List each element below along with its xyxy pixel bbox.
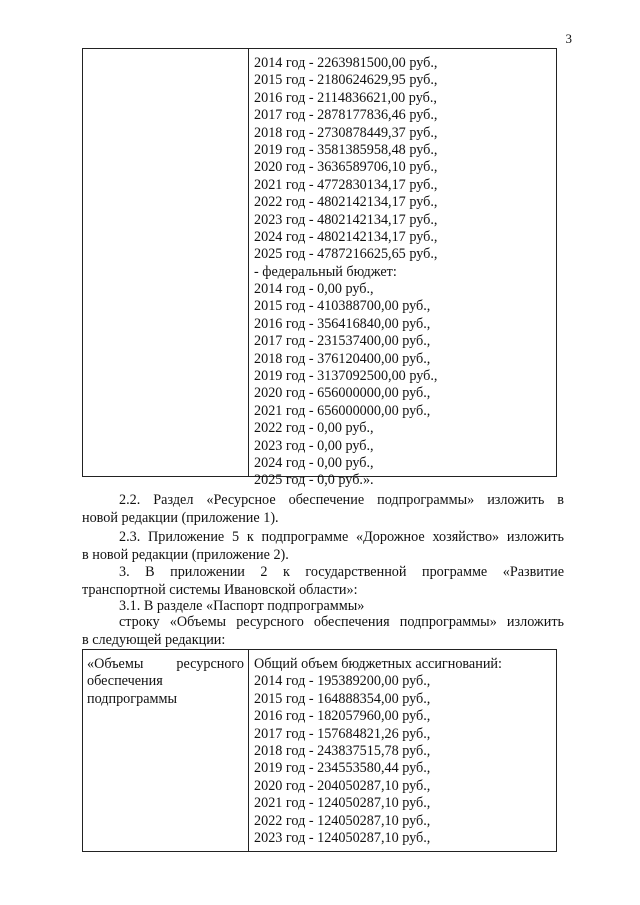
- total-allocations-heading: Общий объем бюджетных ассигнований:: [254, 656, 502, 672]
- paragraph-2-3: [82, 529, 564, 564]
- funding-line: 2019 год - 3581385958,48 руб.,: [254, 141, 438, 158]
- paragraph-line: в следующей редакции:: [82, 631, 226, 648]
- funding-line: 2015 год - 164888354,00 руб.,: [254, 690, 431, 707]
- paragraph-line: строку «Объемы ресурсного обеспечения подпрограммы» изложить: [119, 614, 564, 630]
- funding-line: 2017 год - 2878177836,46 руб.,: [254, 107, 438, 124]
- funding-line: 2024 год - 0,00 руб.,: [254, 454, 374, 471]
- funding-line: 2020 год - 3636589706,10 руб.,: [254, 159, 438, 176]
- funding-line: 2014 год - 195389200,00 руб.,: [254, 673, 431, 690]
- funding-line: 2017 год - 157684821,26 руб.,: [254, 725, 431, 742]
- paragraph-3: [82, 564, 564, 599]
- funding-line: 2020 год - 656000000,00 руб.,: [254, 385, 431, 402]
- funding-line: 2023 год - 0,00 руб.,: [254, 437, 374, 454]
- federal-budget-heading: - федеральный бюджет:: [254, 263, 397, 280]
- funding-line: 2018 год - 2730878449,37 руб.,: [254, 124, 438, 141]
- resource-table: [82, 649, 557, 852]
- funding-line: 2021 год - 124050287,10 руб.,: [254, 795, 431, 812]
- paragraph-line: транспортной системы Ивановской области»:: [82, 581, 358, 598]
- funding-line: 2015 год - 2180624629,95 руб.,: [254, 72, 438, 89]
- funding-line: 2025 год - 0,0 руб.».: [254, 472, 374, 489]
- funding-line: 2022 год - 4802142134,17 руб.,: [254, 194, 438, 211]
- paragraph-line: 2.3. Приложение 5 к подпрограмме «Дорожное хозяйство» изложить: [119, 529, 564, 545]
- funding-line: 2016 год - 2114836621,00 руб.,: [254, 89, 437, 106]
- paragraph-3-1: [82, 598, 564, 616]
- paragraph-row-instruction: [82, 614, 564, 649]
- resource-values-cell: [254, 656, 502, 847]
- funding-line: 2019 год - 3137092500,00 руб.,: [254, 368, 438, 385]
- paragraph-line: 3. В приложении 2 к государственной программе «Развитие: [119, 564, 564, 580]
- funding-values-cell: [254, 55, 437, 490]
- funding-line: 2022 год - 124050287,10 руб.,: [254, 812, 431, 829]
- row-label-line: подпрограммы: [87, 690, 177, 707]
- paragraph-2-2: [82, 492, 564, 527]
- funding-line: 2014 год - 0,00 руб.,: [254, 281, 374, 298]
- paragraph-line: 3.1. В разделе «Паспорт подпрограммы»: [119, 598, 365, 614]
- paragraph-line: в новой редакции (приложение 2).: [82, 546, 289, 563]
- page-number: 3: [565, 31, 572, 46]
- funding-line: 2023 год - 124050287,10 руб.,: [254, 829, 431, 846]
- funding-line: 2015 год - 410388700,00 руб.,: [254, 298, 431, 315]
- funding-line: 2016 год - 356416840,00 руб.,: [254, 315, 431, 332]
- funding-line: 2016 год - 182057960,00 руб.,: [254, 708, 431, 725]
- row-label-line: обеспечения: [87, 673, 163, 690]
- funding-line: 2024 год - 4802142134,17 руб.,: [254, 228, 438, 245]
- funding-line: 2018 год - 243837515,78 руб.,: [254, 742, 431, 759]
- funding-line: 2018 год - 376120400,00 руб.,: [254, 350, 431, 367]
- funding-line: 2017 год - 231537400,00 руб.,: [254, 333, 431, 350]
- funding-table-continued: [82, 48, 557, 489]
- funding-line: 2021 год - 4772830134,17 руб.,: [254, 176, 438, 193]
- paragraph-line: новой редакции (приложение 1).: [82, 509, 279, 526]
- row-label-cell: [87, 656, 244, 708]
- row-label-line: «Объемы ресурсного: [87, 656, 244, 672]
- funding-line: 2021 год - 656000000,00 руб.,: [254, 402, 431, 419]
- paragraph-line: 2.2. Раздел «Ресурсное обеспечение подпрограммы» изложить в: [119, 492, 564, 508]
- column-divider: [248, 650, 249, 851]
- funding-line: 2025 год - 4787216625,65 руб.,: [254, 246, 438, 263]
- funding-line: 2022 год - 0,00 руб.,: [254, 420, 374, 437]
- funding-line: 2014 год - 2263981500,00 руб.,: [254, 55, 438, 71]
- funding-line: 2020 год - 204050287,10 руб.,: [254, 777, 431, 794]
- column-divider: [248, 49, 249, 476]
- funding-line: 2019 год - 234553580,44 руб.,: [254, 760, 431, 777]
- funding-line: 2023 год - 4802142134,17 руб.,: [254, 211, 438, 228]
